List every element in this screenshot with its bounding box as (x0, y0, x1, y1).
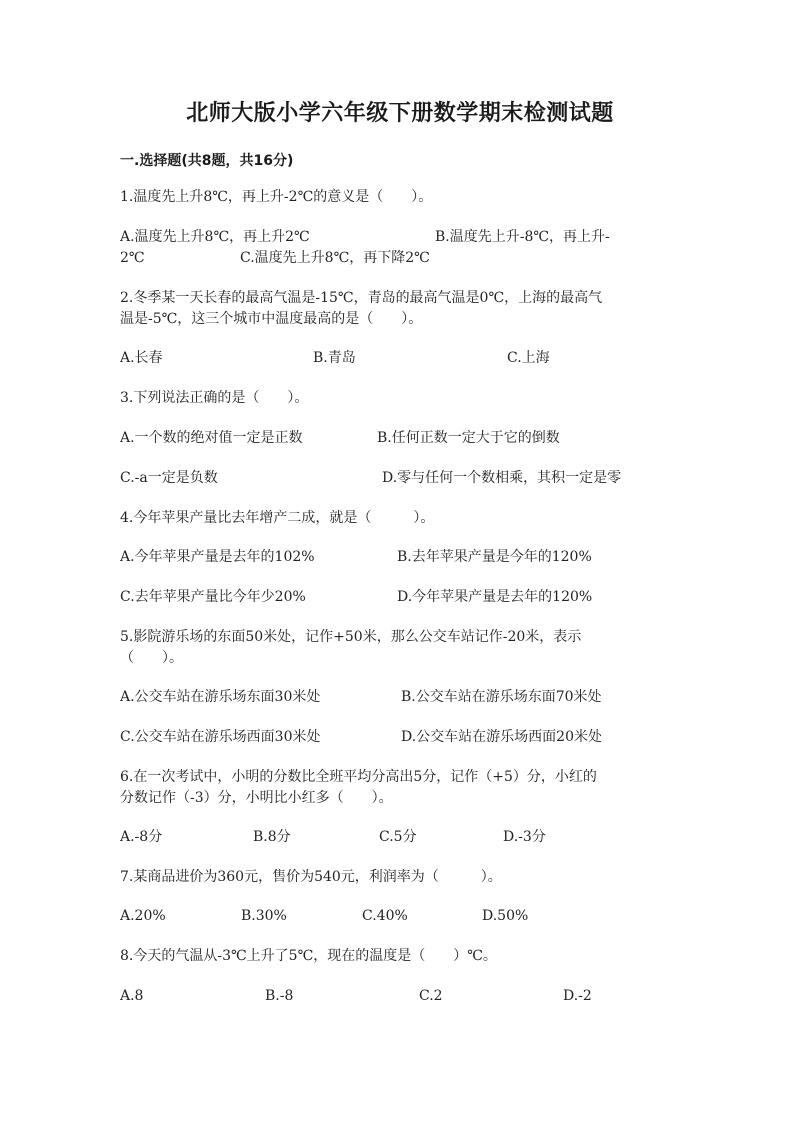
question-3-text: 3.下列说法正确的是（ ）。 (120, 390, 309, 406)
question-6-option-a: A.-8分 (120, 829, 163, 845)
question-3-option-b: B.任何正数一定大于它的倒数 (377, 430, 560, 446)
question-7-option-a: A.20% (120, 908, 166, 924)
question-2-option-c: C.上海 (507, 350, 550, 366)
question-5-option-a: A.公交车站在游乐场东面30米处 (120, 689, 321, 705)
question-4-option-b: B.去年苹果产量是今年的120% (397, 549, 592, 565)
question-8-option-a: A.8 (120, 988, 144, 1004)
question-1-text: 1.温度先上升8℃，再上升-2℃的意义是（ ）。 (120, 189, 433, 205)
question-1-option-a: A.温度先上升8℃，再上升2℃ (120, 229, 310, 245)
question-4-option-d: D.今年苹果产量是去年的120% (397, 589, 593, 605)
question-2-option-b: B.青岛 (313, 350, 356, 366)
question-5-text-line-2: （ ）。 (120, 650, 183, 666)
question-6-option-b: B.8分 (253, 829, 291, 845)
question-6-text-line-2: 分数记作（-3）分，小明比小红多（ ）。 (120, 790, 393, 806)
question-2-text-line-1: 2.冬季某一天长春的最高气温是-15℃，青岛的最高气温是0℃，上海的最高气 (120, 290, 603, 306)
page-title: 北师大版小学六年级下册数学期末检测试题 (186, 101, 614, 126)
question-4-text: 4.今年苹果产量比去年增产二成，就是（ ）。 (120, 510, 435, 526)
question-8-option-c: C.2 (419, 988, 443, 1004)
question-6-text-line-1: 6.在一次考试中，小明的分数比全班平均分高出5分，记作（+5）分，小红的 (120, 769, 597, 785)
question-7-option-d: D.50% (482, 908, 529, 924)
question-1-option-b: B.温度先上升-8℃，再上升- (435, 229, 610, 245)
question-6-option-c: C.5分 (379, 829, 417, 845)
question-2-text-line-2: 温是-5℃，这三个城市中温度最高的是（ ）。 (120, 311, 423, 327)
question-1-option-c: C.温度先上升8℃，再下降2℃ (240, 250, 430, 266)
question-2-option-a: A.长春 (120, 350, 163, 366)
question-3-option-d: D.零与任何一个数相乘，其积一定是零 (382, 470, 622, 486)
question-6-option-d: D.-3分 (503, 829, 546, 845)
question-7-option-b: B.30% (241, 908, 287, 924)
question-5-option-b: B.公交车站在游乐场东面70米处 (401, 689, 602, 705)
question-8-text: 8.今天的气温从-3℃上升了5℃，现在的温度是（ ）℃。 (120, 948, 497, 964)
question-4-option-c: C.去年苹果产量比今年少20% (120, 589, 306, 605)
question-1-option-b-wrap: 2℃ (120, 250, 145, 266)
question-3-option-c: C.-a一定是负数 (120, 470, 218, 486)
question-5-option-d: D.公交车站在游乐场西面20米处 (401, 729, 602, 745)
question-4-option-a: A.今年苹果产量是去年的102% (120, 549, 315, 565)
question-8-option-b: B.-8 (265, 988, 294, 1004)
question-5-text-line-1: 5.影院游乐场的东面50米处，记作+50米，那么公交车站记作-20米，表示 (120, 629, 582, 645)
question-3-option-a: A.一个数的绝对值一定是正数 (120, 430, 303, 446)
question-5-option-c: C.公交车站在游乐场西面30米处 (120, 729, 321, 745)
question-8-option-d: D.-2 (563, 988, 592, 1004)
question-7-text: 7.某商品进价为360元，售价为540元，利润率为（ ）。 (120, 869, 502, 885)
question-7-option-c: C.40% (362, 908, 408, 924)
section-heading: 一.选择题(共8题，共16分) (120, 153, 294, 169)
